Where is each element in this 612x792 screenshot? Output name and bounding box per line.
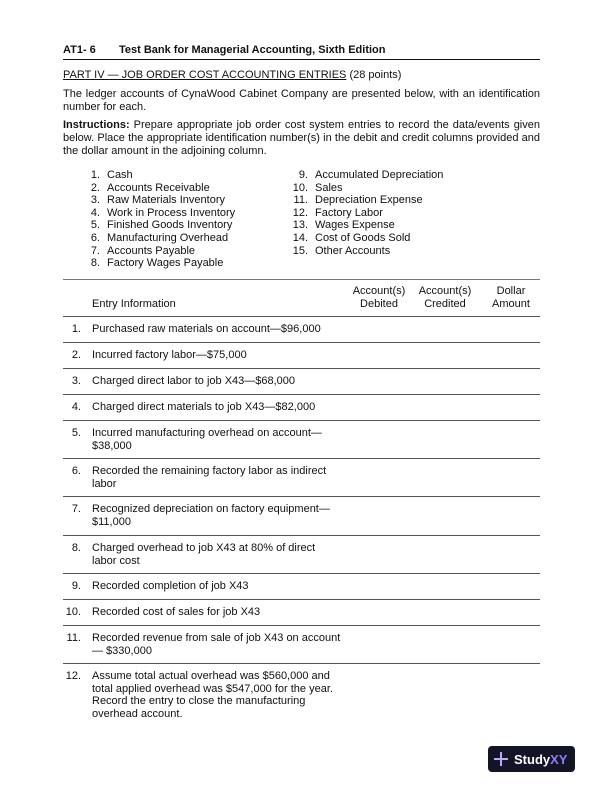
entry-number: 3.	[71, 375, 81, 387]
account-item	[83, 207, 283, 220]
table-row	[63, 626, 540, 664]
account-item	[83, 182, 283, 195]
header-line: Debited	[360, 298, 398, 310]
account-number: 7.	[90, 244, 100, 257]
table-row	[63, 574, 540, 600]
entry-description: Charged direct labor to job X43—$68,000	[92, 375, 296, 387]
header-line: Amount	[492, 298, 530, 310]
account-number: 13.	[292, 219, 308, 232]
account-number: 9.	[298, 169, 308, 181]
account-item	[83, 194, 283, 207]
table-row	[63, 664, 540, 726]
entry-description: Assume total actual overhead was $560,000 and total applied overhead was $547,000 for the year. Record the entry to close the manufacturing overhead account.	[92, 670, 333, 720]
entry-description: Recorded revenue from sale of job X43 on account— $330,000	[92, 632, 341, 657]
entry-number: 9.	[71, 580, 81, 592]
entry-description: Charged direct materials to job X43—$82,000	[92, 401, 316, 413]
section-title	[63, 69, 401, 81]
account-name: Cash	[107, 169, 133, 181]
account-name: Other Accounts	[315, 244, 391, 257]
header-line: Credited	[424, 298, 466, 310]
header-dollar-amount	[483, 285, 539, 311]
account-name: Manufacturing Overhead	[107, 231, 229, 244]
account-name: Sales	[315, 181, 343, 194]
page-code: AT1- 6	[63, 44, 96, 56]
account-name: Finished Goods Inventory	[107, 219, 233, 232]
accounts-column-left	[83, 169, 283, 270]
account-number: 4.	[90, 206, 100, 219]
header-line: Account(s)	[418, 285, 472, 297]
account-number: 14.	[292, 231, 308, 244]
account-item	[291, 232, 491, 245]
account-name: Cost of Goods Sold	[315, 231, 411, 244]
account-name: Accumulated Depreciation	[315, 169, 444, 181]
entries-table	[63, 279, 540, 726]
table-row	[63, 395, 540, 421]
account-number: 8.	[90, 257, 100, 270]
studyxy-watermark-badge	[488, 746, 575, 772]
entry-description: Recorded cost of sales for job X43	[92, 606, 261, 618]
account-name: Factory Wages Payable	[107, 257, 224, 270]
entry-description: Incurred factory labor—$75,000	[92, 349, 247, 361]
account-number: 6.	[90, 231, 100, 244]
account-number: 2.	[90, 181, 100, 194]
entry-number: 6.	[71, 465, 81, 477]
part-heading: PART IV — JOB ORDER COST ACCOUNTING ENTRIES	[63, 69, 347, 81]
entry-description: Charged overhead to job X43 at 80% of direct labor cost	[92, 542, 316, 567]
intro-paragraph: The ledger accounts of CynaWood Cabinet Company are presented below, with an identification number for each.	[63, 88, 540, 113]
instructions-text: Prepare appropriate job order cost system entries to record the data/events given below. Place the appropriate identification number(s) in the debit and credit columns provided and the dollar amount in the adjoining column.	[63, 119, 540, 157]
account-item	[83, 219, 283, 232]
entry-description: Incurred manufacturing overhead on account—$38,000	[92, 427, 322, 452]
brand-accent: XY	[550, 751, 568, 767]
account-item	[83, 257, 283, 270]
points-label: (28 points)	[349, 69, 402, 81]
table-row	[63, 497, 540, 536]
account-item	[291, 219, 491, 232]
account-number: 11.	[293, 194, 308, 207]
account-number: 10.	[292, 181, 308, 194]
account-number: 1.	[90, 169, 100, 181]
account-item	[83, 245, 283, 258]
entry-number: 7.	[71, 503, 81, 515]
instructions-paragraph	[63, 119, 540, 158]
table-header	[63, 280, 540, 317]
entry-description: Recognized depreciation on factory equipment—$11,000	[92, 503, 330, 528]
account-name: Accounts Payable	[107, 244, 196, 257]
entry-description: Recorded completion of job X43	[92, 580, 249, 592]
entry-number: 12.	[65, 670, 81, 682]
entry-number: 2.	[71, 349, 81, 361]
account-item	[83, 169, 283, 182]
header-entry-information: Entry Information	[92, 298, 176, 310]
header-accounts-debited	[349, 285, 409, 311]
header-accounts-credited	[415, 285, 475, 311]
account-name: Factory Labor	[315, 206, 383, 219]
running-header	[63, 44, 540, 60]
table-row	[63, 317, 540, 343]
account-number: 12.	[292, 206, 308, 219]
account-name: Raw Materials Inventory	[107, 194, 225, 207]
entry-description: Purchased raw materials on account—$96,000	[92, 323, 321, 335]
header-line: Dollar	[496, 285, 526, 297]
account-item	[291, 245, 491, 258]
account-item	[83, 232, 283, 245]
account-name: Wages Expense	[315, 219, 395, 232]
entry-number: 1.	[71, 323, 81, 335]
account-name: Accounts Receivable	[107, 181, 210, 194]
table-row	[63, 369, 540, 395]
account-item	[291, 207, 491, 220]
entry-number: 10.	[65, 606, 81, 618]
entry-number: 11.	[66, 632, 81, 644]
account-item	[291, 194, 491, 207]
instructions-label: Instructions:	[63, 119, 130, 131]
account-name: Depreciation Expense	[315, 194, 423, 207]
entry-description: Recorded the remaining factory labor as indirect labor	[92, 465, 327, 490]
book-title: Test Bank for Managerial Accounting, Sixth Edition	[119, 44, 386, 56]
table-row	[63, 343, 540, 369]
table-row	[63, 459, 540, 497]
account-item	[291, 169, 491, 182]
entry-number: 8.	[71, 542, 81, 554]
account-name: Work in Process Inventory	[107, 206, 236, 219]
account-item	[291, 182, 491, 195]
table-row	[63, 421, 540, 459]
plus-icon	[494, 752, 508, 766]
account-number: 15.	[292, 244, 308, 257]
header-line: Account(s)	[352, 285, 406, 297]
table-row	[63, 600, 540, 626]
entry-number: 5.	[71, 427, 81, 439]
accounts-column-right	[291, 169, 491, 257]
account-number: 5.	[90, 219, 100, 232]
brand-main: Study	[514, 751, 551, 767]
brand-logo-text	[514, 752, 567, 767]
entry-number: 4.	[71, 401, 81, 413]
table-row	[63, 536, 540, 574]
account-number: 3.	[90, 194, 100, 207]
